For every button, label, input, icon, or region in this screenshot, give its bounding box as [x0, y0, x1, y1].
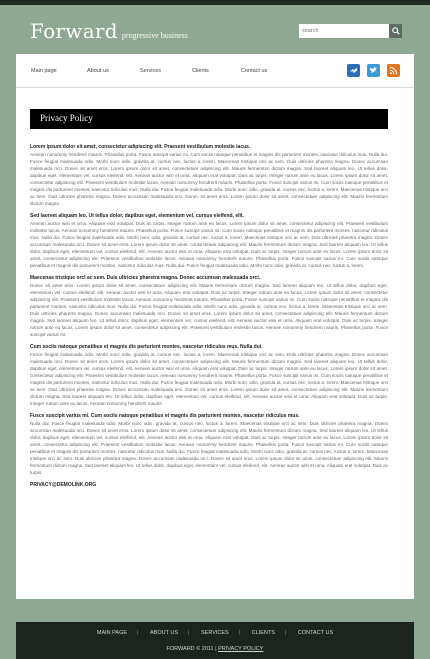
nav-item-contact-us[interactable]: Contact us: [241, 68, 268, 74]
policy-section: [30, 413, 388, 476]
nav-item-services[interactable]: Services: [140, 68, 162, 74]
site-header: [0, 5, 430, 54]
page-title: Privacy Policy: [40, 113, 93, 123]
section-body: Aenean auctor wisi et urna. Aliquam erat volutpat. Duis ac turpis. Integer rutrum ante eu lacus. Lorem ipsum dolor sit amet, consectetur adipiscing elit. Praesent vestibulum molestie lacus. Aenean nonummy hendrerit mauris. Phasellus porta. Fusce suscipit varius mi. Cum sociis natoque penatibus et magnis dis parturient montes, nascetur ridiculus mus. Nulla dui. Fusce feugiat malesuada odio. Morbi nunc odio, gravida at, cursus nec, luctus a, lorem. Maecenas tristique orci ac sem. Duis ultricies pharetra magna. Donec accumsan malesuada orci. Donec sit amet eros. Lorem ipsum dolor sit amet, consectetuer adipiscing elit. Mauris fermentum dictum magna. Sed laoreet aliquam leo. Ut tellus dolor, dapibus eget, elementum vel, cursus eleifend, elit. Aenean auctor wisi et urna. Aliquam erat volutpat. Duis ac turpis. Integer rutrum ante eu lacus. Lorem ipsum dolor sit amet, consectetur adipiscing elit. Praesent vestibulum molestie lacus. Aenean nonummy hendrerit mauris. Phasellus porta. Fusce suscipit varius mi. Cum sociis natoque penatibus et magnis dis parturient montes, nascetur ridiculus mus. Nulla dui. Fusce feugiat malesuada odio. Morbi nunc odio, gravida at, cursus nec, luctus a, lorem.: [30, 221, 388, 268]
footer-link-main-page[interactable]: MAIN PAGE: [96, 630, 128, 636]
logo[interactable]: [30, 19, 188, 43]
nav-item-main-page[interactable]: Main page: [31, 68, 57, 74]
search-form: [299, 24, 402, 38]
policy-section: [30, 213, 388, 269]
search-input[interactable]: [299, 24, 389, 38]
footer-separator: |: [284, 630, 287, 636]
section-body: Aenean nonummy hendrerit mauris. Phasellus porta. Fusce suscipit varius mi. Cum sociis natoque penatibus et magnis dis parturient montes, nascetur ridiculus mus. Nulla dui. Fusce feugiat malesuada odio. Morbi nunc odio, gravida at, cursus nec, luctus a, lorem. Maecenas tristique orci ac sem. Duis ultricies pharetra magna. Donec accumsan malesuada orci. Donec sit amet eros. Lorem ipsum dolor sit amet, consectetuer adipiscing elit. Mauris fermentum dictum magna. Sed laoreet aliquam leo. Ut tellus dolor, dapibus eget, elementum vel, cursus eleifend, elit. Aenean auctor wisi et urna. Aliquam erat volutpat. Duis ac turpis. Integer rutrum ante eu lacus. Lorem ipsum dolor sit amet, consectetur adipiscing elit. Praesent vestibulum molestie lacus. Aenean nonummy hendrerit mauris. Phasellus porta. Fusce suscipit varius mi. Cum sociis natoque penatibus et magnis dis parturient montes, nascetur ridiculus mus. Nulla dui. Fusce feugiat malesuada odio. Morbi nunc odio, gravida at, cursus nec, luctus a, lorem. Maecenas tristique orci ac sem. Duis ultricies pharetra magna. Donec accumsan malesuada orci. Donec sit amet eros. Lorem ipsum dolor sit amet, consectetuer adipiscing elit. Mauris fermentum dictum magna.: [30, 152, 388, 206]
section-body: Fusce feugiat malesuada odio. Morbi nunc odio, gravida at, cursus nec, luctus a, lorem. Maecenas tristique orci ac sem. Duis ultricies pharetra magna. Donec accumsan malesuada orci. Donec sit amet eros. Lorem ipsum dolor sit amet, consectetuer adipiscing elit. Mauris fermentum dictum magna. Sed laoreet aliquam leo. Ut tellus dolor, dapibus eget, elementum vel, cursus eleifend, elit. Aenean auctor wisi et urna. Aliquam erat volutpat. Duis ac turpis. Integer rutrum ante eu lacus. Lorem ipsum dolor sit amet, consectetur adipiscing elit. Praesent vestibulum molestie lacus. Aenean nonummy hendrerit mauris. Phasellus porta. Fusce suscipit varius mi. Cum sociis natoque penatibus et magnis dis parturient montes, nascetur ridiculus mus. Nulla dui. Fusce feugiat malesuada odio. Morbi nunc odio, gravida at, cursus nec, luctus a, lorem. Maecenas tristique orci ac sem. Duis ultricies pharetra magna. Donec accumsan malesuada orci. Donec sit amet eros. Lorem ipsum dolor sit amet, consectetuer adipiscing elit. Mauris fermentum dictum magna. Sed laoreet aliquam leo. Ut tellus dolor, dapibus eget, elementum vel, cursus eleifend, elit. Aenean auctor wisi et urna. Aliquam erat volutpat. Duis ac turpis. Integer rutrum ante eu lacus. Aenean nonummy hendrerit mauris.: [30, 352, 388, 406]
policy-section: [30, 144, 388, 207]
nav-item-clients[interactable]: Clients: [192, 68, 209, 74]
logo-tagline: progressive business: [121, 31, 188, 40]
footer-link-about-us[interactable]: ABOUT US: [150, 630, 179, 636]
logo-name: Forward: [30, 19, 118, 43]
page-title-bar: [30, 109, 388, 129]
privacy-policy-link[interactable]: PRIVACY POLICY: [218, 646, 264, 652]
search-button[interactable]: [389, 24, 402, 38]
footer-separator: |: [137, 630, 139, 636]
section-heading: Maecenas tristique orci ac sem. Duis ultricies pharetra magna. Donec accumsan malesuada orci.: [30, 275, 261, 281]
flickr-icon[interactable]: [347, 64, 360, 77]
section-heading: Sed laoreet aliquam leo. Ut tellus dolor, dapibus eget, elementum vel, cursus eleifend, elit.: [30, 213, 244, 219]
footer-link-contact-us[interactable]: CONTACT US: [297, 630, 334, 636]
privacy-email-link[interactable]: PRIVACY@DEMOLINK.ORG: [30, 482, 97, 488]
footer-link-services[interactable]: SERVICES: [200, 630, 229, 636]
footer-separator: |: [238, 630, 241, 636]
section-body: Nulla dui. Fusce feugiat malesuada odio. Morbi nunc odio, gravida at, cursus nec, luctus a, lorem. Maecenas tristique orci ac sem. Duis ultricies pharetra magna. Donec accumsan malesuada orci. Donec sit amet eros. Lorem ipsum dolor sit amet, consectetuer adipiscing elit. Mauris fermentum dictum magna. Sed laoreet aliquam leo. Ut tellus dolor, dapibus eget, elementum vel, cursus eleifend, elit. Aenean auctor wisi et urna. Aliquam erat volutpat. Duis ac turpis. Integer rutrum ante eu lacus. Lorem ipsum dolor sit amet, consectetur adipiscing elit. Praesent vestibulum molestie lacus. Aenean nonummy hendrerit mauris. Phasellus porta. Fusce suscipit varius mi. Cum sociis natoque penatibus et magnis dis parturient montes, nascetur ridiculus mus. Nulla dui. Fusce feugiat malesuada odio. Morbi nunc odio, gravida at, cursus nec, luctus a, lorem. Maecenas tristique orci ac sem. Duis ultricies pharetra magna. Donec accumsan malesuada orci. Donec sit amet eros. Lorem ipsum dolor sit amet, consectetuer adipiscing elit. Mauris fermentum dictum magna. Sed laoreet aliquam leo. Ut tellus dolor, dapibus eget, elementum vel, cursus eleifend, elit. Aenean auctor wisi et urna. Aliquam erat volutpat. Duis ac turpis.: [30, 421, 388, 475]
policy-section: [30, 344, 388, 407]
footer-nav: [16, 630, 414, 636]
twitter-icon[interactable]: [367, 64, 380, 77]
footer-separator: |: [188, 630, 190, 636]
nav-item-about-us[interactable]: About us: [87, 68, 109, 74]
magnifier-icon: [392, 27, 400, 35]
policy-section: [30, 275, 388, 338]
section-heading: Fusce suscipit varius mi. Cum sociis natoque penatibus et magnis dis parturient montes, nascetur ridiculus mus.: [30, 413, 300, 419]
footer-copyright: [16, 646, 414, 652]
site-footer: [16, 622, 414, 659]
main-nav: [16, 54, 414, 88]
footer-link-clients[interactable]: CLIENTS: [251, 630, 275, 636]
rss-icon[interactable]: [387, 64, 400, 77]
content-panel: [16, 54, 414, 599]
section-heading: Lorem ipsum dolor sit amet, consectetur adipiscing elit. Praesent vestibulum molestie lacus.: [30, 144, 251, 150]
section-body: Donec sit amet eros. Lorem ipsum dolor sit amet, consectetuer adipiscing elit. Mauris fermentum dictum magna. Sed laoreet aliquam leo. Ut tellus dolor, dapibus eget, elementum vel, cursus eleifend, elit. Aenean auctor wisi et urna. Aliquam erat volutpat. Duis ac turpis. Integer rutrum ante eu lacus. Lorem ipsum dolor sit amet, consectetur adipiscing elit. Praesent vestibulum molestie lacus. Aenean nonummy hendrerit mauris. Phasellus porta. Fusce suscipit varius mi. Cum sociis natoque penatibus et magnis dis parturient montes, nascetur ridiculus mus. Nulla dui. Fusce feugiat malesuada odio. Morbi nunc odio, gravida at, cursus nec, luctus a, lorem. Maecenas tristique orci ac sem. Duis ultricies pharetra magna. Donec accumsan malesuada orci. Donec sit amet eros. Lorem ipsum dolor sit amet, consectetuer adipiscing elit. Mauris fermentum dictum magna. Sed laoreet aliquam leo. Ut tellus dolor, dapibus eget, elementum vel, cursus eleifend, elit. Aenean auctor wisi et urna. Aliquam erat volutpat. Duis ac turpis. Integer rutrum ante eu lacus. Lorem ipsum dolor sit amet, consectetur adipiscing elit. Praesent vestibulum molestie lacus. Aenean nonummy hendrerit mauris. Phasellus porta. Fusce suscipit varius mi.: [30, 283, 388, 337]
policy-content: [30, 144, 388, 488]
copyright-text: FORWARD © 2011 |: [166, 646, 217, 652]
section-heading: Cum sociis natoque penatibus et magnis dis parturient montes, nascetur ridiculus mus. Nulla dui.: [30, 344, 263, 350]
